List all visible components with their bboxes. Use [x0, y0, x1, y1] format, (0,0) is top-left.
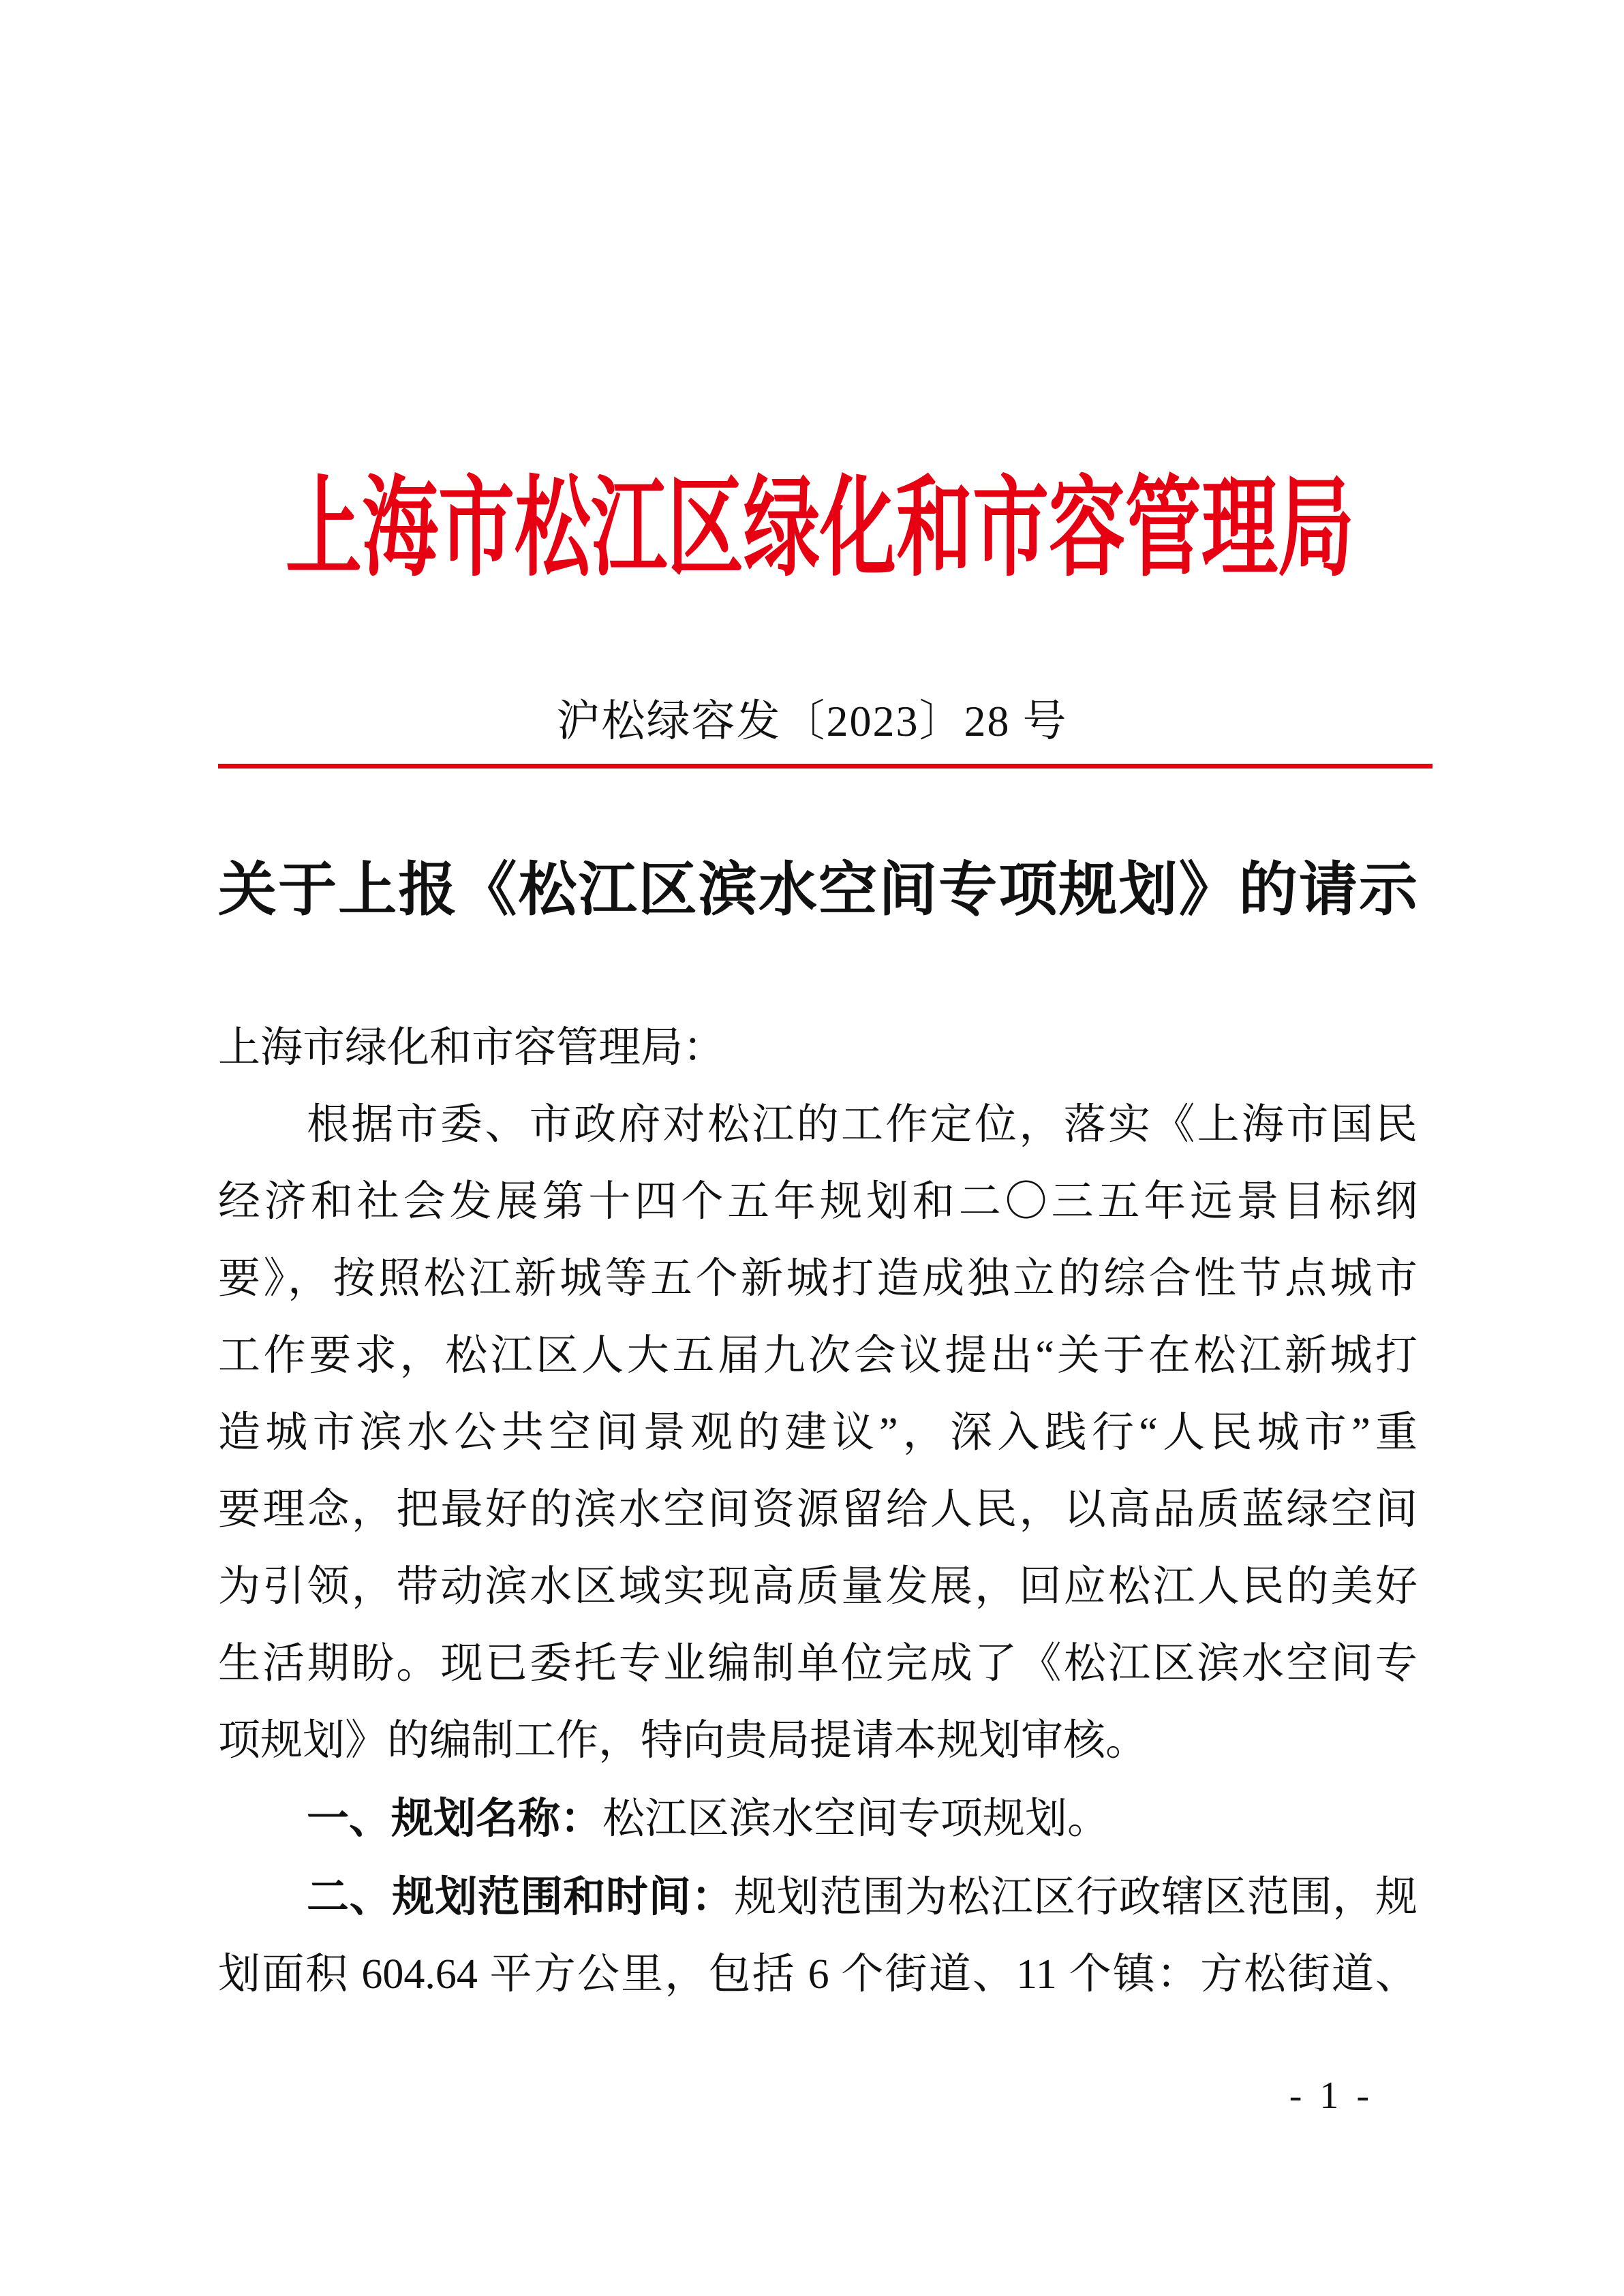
issuing-authority-header — [0, 463, 1624, 591]
salutation: 上海市绿化和市容管理局： — [218, 1025, 726, 1071]
paragraph-line: 要》，按照松江新城等五个新城打造成独立的综合性节点城市 — [218, 1256, 1418, 1302]
paragraph-line: 工作要求，松江区人大五届九次会议提出“关于在松江新城打 — [218, 1333, 1418, 1379]
red-divider-line — [218, 764, 1433, 769]
paragraph-line: 生活期盼。现已委托专业编制单位完成了《松江区滨水空间专 — [218, 1641, 1418, 1687]
paragraph-line: 项规划》的编制工作，特向贵局提请本规划审核。 — [218, 1718, 1148, 1764]
paragraph-line: 要理念，把最好的滨水空间资源留给人民，以高品质蓝绿空间 — [218, 1487, 1418, 1533]
document-number: 沪松绿容发〔2023〕28 号 — [556, 697, 1068, 745]
item-plan-scope-label: 二、规划范围和时间： — [307, 1872, 735, 1921]
paragraph-line: 根据市委、市政府对松江的工作定位，落实《上海市国民 — [307, 1102, 1418, 1148]
item-plan-scope-line: 划面积 604.64 平方公里，包括 6 个街道、11 个镇：方松街道、 — [218, 1951, 1418, 1998]
item-plan-name — [218, 1780, 1418, 1858]
item-plan-name-text: 松江区滨水空间专项规划。 — [602, 1796, 1110, 1842]
paragraph-background — [218, 1087, 1418, 1780]
paragraph-line: 造城市滨水公共空间景观的建议”，深入践行“人民城市”重 — [218, 1410, 1418, 1456]
item-plan-scope-text: 规划范围为松江区行政辖区范围，规 — [734, 1874, 1418, 1921]
paragraph-line: 经济和社会发展第十四个五年规划和二〇三五年远景目标纲 — [218, 1179, 1418, 1225]
document-body — [218, 1010, 1418, 2013]
item-plan-name-label: 一、规划名称： — [307, 1793, 603, 1843]
document-title: 关于上报《松江区滨水空间专项规划》的请示 — [218, 857, 1418, 922]
issuing-authority-name: 上海市松江区绿化和市容管理局 — [286, 463, 1355, 591]
page-number: - 1 - — [1289, 2075, 1373, 2117]
paragraph-line: 为引领，带动滨水区域实现高质量发展，回应松江人民的美好 — [218, 1564, 1418, 1610]
item-plan-scope — [218, 1858, 1418, 2013]
item-plan-scope-line — [218, 1858, 1418, 1936]
